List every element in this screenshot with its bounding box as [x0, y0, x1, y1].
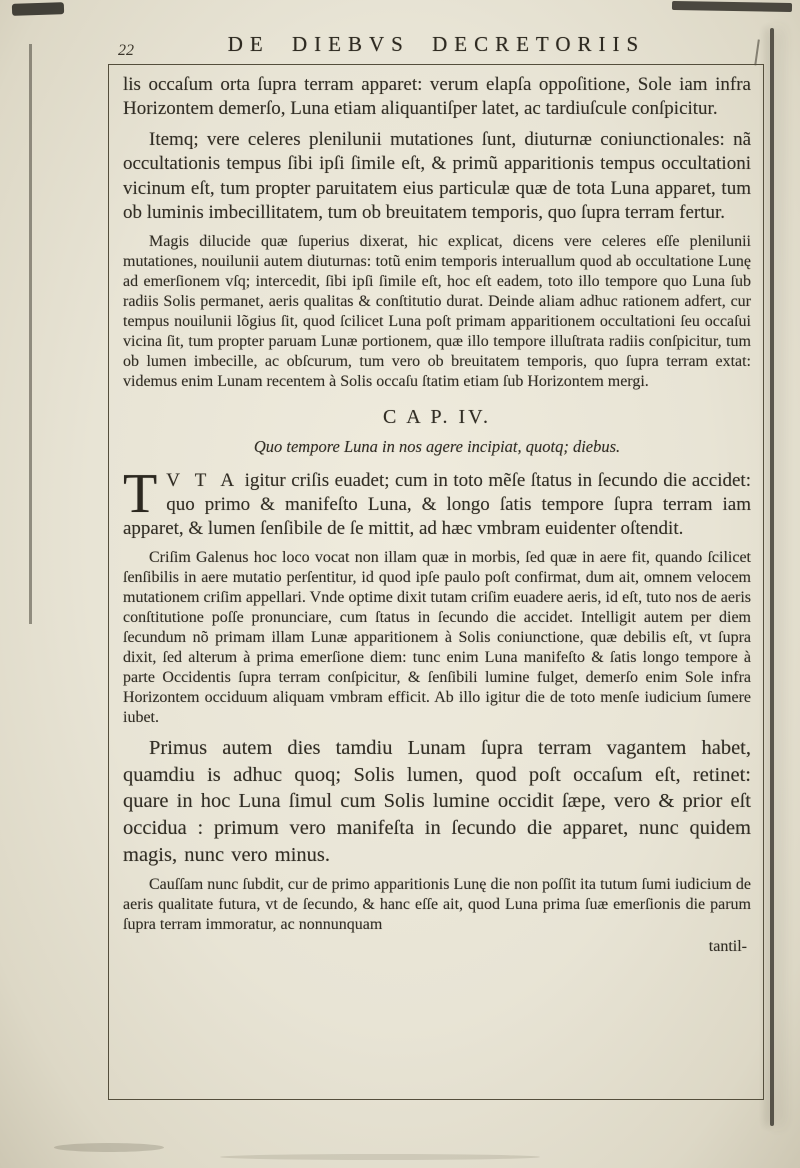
chapter-heading: C A P. IV. — [382, 405, 491, 428]
commentary-paragraph-magis: Magis dilucide quæ ſuperius dixerat, hic explicat, dicens vere celeres eſſe plenilunii mutationes, nouilunii autem diuturnas: totũ enim temporis interuallum quod ab occultatione Lunę ad emerſionem vſq; intercedit, ſibi ipſi ſimile eſt, hoc eſt eadem, toto illo tempore quo Luna ſub radiis Solis permanet, aeris qualitas & conſtitutio durat. Deinde aliam adhuc rationem adfert, cur tempus nouilunii lõgius ſit, quod ſcilicet Luna poſt primam apparitionem occultationi ſeu occaſui vicina ſit, tum propter paruam Lunæ portionem, quæ illo tempore illuſtrata radiis conſpicitur, tum ob lumen imbecille, ac obſcurum, tum vero ob breuitatem temporis, quo ſupra terram extat: videmus enim Lunam recentem à Solis occaſu ſtatim etiam ſub Horizontem mergi. — [123, 232, 751, 390]
commentary-paragraph-caussam: Cauſſam nunc ſubdit, cur de primo apparitionis Lunę die non poſſit ita tutum ſumi iudicium de aeris qualitate futura, vt de ſecundo, & hanc eſſe ait, quod Luna prima ſuæ emerſionis die parum ſupra terram immoratur, ac nonnunquam — [123, 876, 751, 934]
dropcap-lead-caps: V T A — [166, 469, 240, 491]
scan-artifact-binding-gutter — [770, 28, 774, 1126]
scan-artifact-left-edge — [29, 44, 32, 624]
paragraph-tuta-text: igitur criſis euadet; cum in toto mẽſe ſtatus in ſecundo die accidet: quo primo & manifeſto Luna, & longo ſatis tempore ſupra terram iam apparet, & lumen ſenſibile de ſe mittit, ad hæc vmbram euidenter oſtendit. — [123, 469, 751, 539]
scan-artifact-smudge — [220, 1154, 540, 1160]
commentary-paragraph-crisim: Criſim Galenus hoc loco vocat non illam quæ in morbis, ſed quæ in aere fit, quando ſcilicet ſenſibilis in aere mutatio perſentitur, id quod ipſe paulo poſt confirmat, dum ait, omnem velocem mutationem criſim appellari. Vnde optime dixit tutam criſim euadere aeris, id eſt, tuto nos de aeris conſtitutione poſſe pronunciare, cum ſtatus in ſecundo die accidet. Intelligit autem per diem ſecundum nõ primam illam Lunæ apparitionem à Solis coniunctione, quæ debilis eſt, vt ſupra dixit, ſed alterum à prima emerſione diem: tunc enim Luna manifeſto & ſatis longo tempore à parte Occidentis ſupra terram conſpicitur, & ſenſibili lumine fulget, demerſo enim Sole infra Horizontem occiduum aliquam vmbram efficit. Ab illo igitur die de toto menſe iudicium ſumere iubet. — [123, 549, 751, 727]
scan-artifact-top-left — [12, 2, 64, 16]
page-number: 22 — [118, 42, 134, 59]
scan-artifact-top-right — [672, 1, 792, 12]
paragraph-continuation: lis occaſum orta ſupra terram apparet: verum elapſa oppoſitione, Sole iam infra Horizontem demerſo, Luna etiam aliquantiſper latet, ac tardiuſcule conſpicitur. — [123, 74, 751, 120]
paragraph-primus: Primus autem dies tamdiu Lunam ſupra terram vagantem habet, quamdiu is adhuc quoq; Solis lumen, quod poſt occaſum eſt, retinet: quare in hoc Luna ſimul cum Solis lumine occidit ſæpe, vero & prior eſt occidua : primum vero manifeſta in ſecundo die apparet, nunc quidem magis, nunc vero minus. — [123, 737, 751, 866]
text-block-frame — [108, 64, 764, 1100]
running-title: DE DIEBVS DECRETORIIS — [227, 32, 646, 56]
scan-artifact-smudge — [54, 1143, 164, 1152]
paragraph-itemq: Itemq; vere celeres plenilunii mutationes ſunt, diuturnæ coniunctionales: nã occultationis tempus ſibi ipſi ſimile eſt, & primũ apparitionis tempus occultationi vicinum eſt, tum propter paruitatem eius particulæ quæ de tota Luna apparet, tum ob luminis imbecillitatem, tum ob breuitatem temporis, quo ſupra terram fertur. — [123, 129, 751, 223]
chapter-subtitle: Quo tempore Luna in nos agere incipiat, quotq; diebus. — [253, 436, 621, 456]
paragraph-tuta — [123, 462, 751, 541]
catchword: tantil- — [708, 938, 747, 956]
dropcap-initial: T — [123, 462, 158, 525]
